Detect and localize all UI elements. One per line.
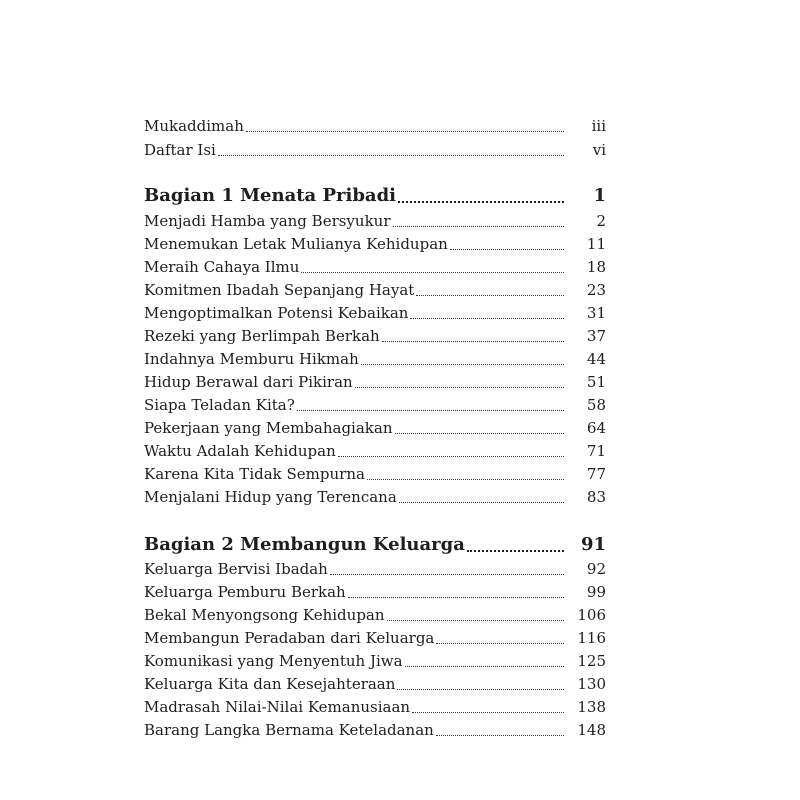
- toc-entry-title: Siapa Teladan Kita?: [144, 396, 295, 414]
- toc-entry-page: iii: [591, 117, 606, 135]
- dot-leader: [436, 643, 564, 644]
- toc-entry: [144, 440, 606, 462]
- toc-entry: [144, 486, 606, 508]
- toc-entry-title: Keluarga Pemburu Berkah: [144, 583, 346, 601]
- toc-entry-title: Rezeki yang Berlimpah Berkah: [144, 327, 380, 345]
- toc-entry: [144, 719, 606, 741]
- toc-entry-title: Komitmen Ibadah Sepanjang Hayat: [144, 281, 415, 299]
- toc-entry: [144, 302, 606, 324]
- toc-entry-title: Komunikasi yang Menyentuh Jiwa: [144, 652, 403, 670]
- dot-leader: [405, 666, 564, 667]
- toc-entry-title: Menjadi Hamba yang Bersyukur: [144, 212, 391, 230]
- dot-leader: [218, 155, 564, 156]
- toc-entry: [144, 627, 606, 649]
- toc-entry: [144, 210, 606, 232]
- toc-entry-page: 51: [586, 373, 606, 391]
- toc-entry-page: 77: [586, 465, 606, 483]
- toc-entry-title: Waktu Adalah Kehidupan: [144, 442, 336, 460]
- dot-leader: [398, 201, 564, 203]
- toc-entry-title: Menjalani Hidup yang Terencana: [144, 488, 397, 506]
- toc-entry-title: Membangun Peradaban dari Keluarga: [144, 629, 435, 647]
- toc-entry-title: Keluarga Bervisi Ibadah: [144, 560, 328, 578]
- toc-part-heading-2: [144, 532, 606, 558]
- dot-leader: [301, 272, 564, 273]
- dot-leader: [399, 502, 564, 503]
- part-page: 1: [593, 185, 606, 206]
- toc-entry-page: 130: [577, 675, 606, 693]
- dot-leader: [387, 620, 564, 621]
- toc-entry-page: 92: [586, 560, 606, 578]
- dot-leader: [393, 226, 565, 227]
- toc-entry: [144, 233, 606, 255]
- toc-entry-page: 18: [586, 258, 606, 276]
- toc-entry-page: 83: [586, 488, 606, 506]
- toc-entry: [144, 417, 606, 439]
- toc-entry-title: Meraih Cahaya Ilmu: [144, 258, 300, 276]
- toc-entry-title: Mengoptimalkan Potensi Kebaikan: [144, 304, 409, 322]
- toc-entry-page: 106: [577, 606, 606, 624]
- toc-entry-mukaddimah: [144, 115, 606, 137]
- toc-entry-page: 58: [586, 396, 606, 414]
- dot-leader: [410, 318, 564, 319]
- dot-leader: [412, 712, 564, 713]
- toc-entry-daftar-isi: [144, 139, 606, 161]
- toc-entry-title: Bekal Menyongsong Kehidupan: [144, 606, 385, 624]
- toc-entry-title: Keluarga Kita dan Kesejahteraan: [144, 675, 396, 693]
- toc-entry: [144, 371, 606, 393]
- dot-leader: [355, 387, 564, 388]
- toc-entry-page: 11: [586, 235, 606, 253]
- toc-entry: [144, 604, 606, 626]
- toc-entry-title: Hidup Berawal dari Pikiran: [144, 373, 353, 391]
- dot-leader: [450, 249, 564, 250]
- toc-entry-title: Menemukan Letak Mulianya Kehidupan: [144, 235, 448, 253]
- dot-leader: [382, 341, 564, 342]
- toc-entry-page: vi: [592, 141, 606, 159]
- toc-entry-page: 148: [577, 721, 606, 739]
- toc-entry: [144, 325, 606, 347]
- toc-entry-title: Madrasah Nilai-Nilai Kemanusiaan: [144, 698, 411, 716]
- dot-leader: [330, 574, 564, 575]
- toc-entry: [144, 348, 606, 370]
- toc-entry-page: 99: [586, 583, 606, 601]
- toc-entry: [144, 650, 606, 672]
- dot-leader: [467, 550, 564, 552]
- part-page: 91: [580, 534, 606, 555]
- dot-leader: [395, 433, 565, 434]
- toc-entry: [144, 558, 606, 580]
- toc-entry-page: 116: [577, 629, 606, 647]
- toc-entry-page: 125: [577, 652, 606, 670]
- toc-entry: [144, 581, 606, 603]
- dot-leader: [397, 689, 564, 690]
- dot-leader: [367, 479, 564, 480]
- toc-entry: [144, 463, 606, 485]
- dot-leader: [348, 597, 564, 598]
- toc-entry: [144, 673, 606, 695]
- toc-entry-title: Barang Langka Bernama Keteladanan: [144, 721, 434, 739]
- toc-entry-page: 71: [586, 442, 606, 460]
- toc-entry-page: 138: [577, 698, 606, 716]
- toc-entry-title: Indahnya Memburu Hikmah: [144, 350, 359, 368]
- toc-entry-page: 44: [586, 350, 606, 368]
- toc-entry-page: 37: [586, 327, 606, 345]
- toc-entry-title: Pekerjaan yang Membahagiakan: [144, 419, 393, 437]
- toc-entry-page: 2: [596, 212, 606, 230]
- dot-leader: [361, 364, 564, 365]
- toc-entry-title: Mukaddimah: [144, 117, 244, 135]
- toc-entry-title: Karena Kita Tidak Sempurna: [144, 465, 365, 483]
- toc-entry: [144, 256, 606, 278]
- part-title: Bagian 2 Membangun Keluarga: [144, 534, 465, 555]
- dot-leader: [338, 456, 564, 457]
- dot-leader: [416, 295, 564, 296]
- toc-entry: [144, 394, 606, 416]
- dot-leader: [246, 131, 564, 132]
- dot-leader: [436, 735, 564, 736]
- toc-entry: [144, 696, 606, 718]
- toc-entry-page: 64: [586, 419, 606, 437]
- dot-leader: [297, 410, 564, 411]
- toc-entry-title: Daftar Isi: [144, 141, 216, 159]
- toc-entry-page: 31: [586, 304, 606, 322]
- part-title: Bagian 1 Menata Pribadi: [144, 185, 397, 206]
- toc-entry: [144, 279, 606, 301]
- toc-entry-page: 23: [586, 281, 606, 299]
- toc-part-heading-1: [144, 183, 606, 209]
